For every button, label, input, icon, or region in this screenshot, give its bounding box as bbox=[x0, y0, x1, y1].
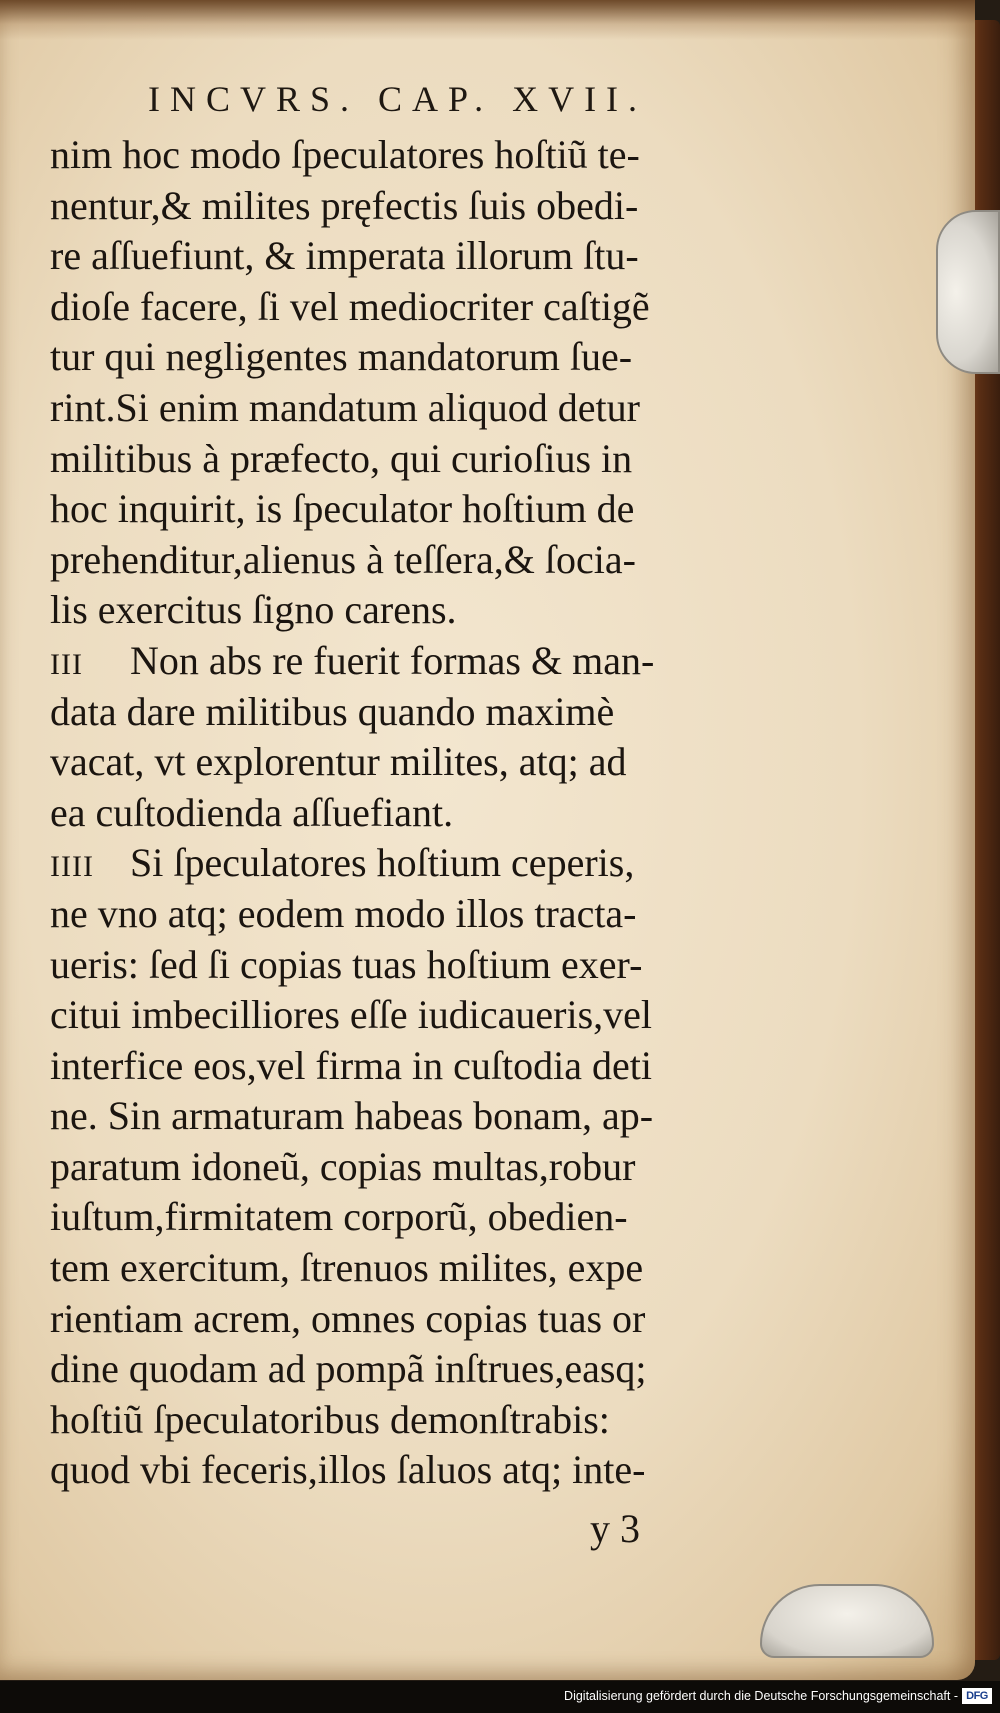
body-text bbox=[50, 130, 770, 1496]
text-line bbox=[50, 940, 770, 991]
marginal-number: III bbox=[50, 647, 83, 681]
line-text: ne. Sin armaturam habeas bonam, ap- bbox=[50, 1093, 654, 1139]
text-line bbox=[50, 1445, 770, 1496]
line-text: hoc inquirit, is ſpeculator hoſtium de bbox=[50, 486, 635, 532]
text-line bbox=[50, 1091, 770, 1142]
text-line bbox=[50, 1294, 770, 1345]
line-text: quod vbi feceris,illos ſaluos atq; inte- bbox=[50, 1447, 646, 1493]
text-line bbox=[50, 181, 770, 232]
text-line bbox=[50, 636, 770, 687]
text-line bbox=[50, 889, 770, 940]
line-text: interfice eos,vel firma in cuſtodia deti bbox=[50, 1042, 652, 1088]
line-text: nentur,& milites pręfectis ſuis obedi- bbox=[50, 182, 639, 228]
line-text: militibus à præfecto, qui curioſius in bbox=[50, 435, 633, 481]
text-line bbox=[50, 484, 770, 535]
text-line bbox=[50, 282, 770, 333]
line-text: tem exercitum, ſtrenuos milites, expe bbox=[50, 1245, 644, 1291]
text-line bbox=[50, 838, 770, 889]
text-line bbox=[50, 130, 770, 181]
text-line bbox=[50, 687, 770, 738]
line-text: prehenditur,alienus à teſſera,& ſocia- bbox=[50, 536, 636, 582]
text-line bbox=[50, 231, 770, 282]
text-line bbox=[50, 737, 770, 788]
text-line bbox=[50, 1243, 770, 1294]
line-text: Si ſpeculatores hoſtium ceperis, bbox=[130, 840, 635, 886]
line-text: tur qui negligentes mandatorum ſue- bbox=[50, 334, 633, 380]
line-text: nim hoc modo ſpeculatores hoſtiũ te- bbox=[50, 132, 640, 177]
text-line bbox=[50, 1395, 770, 1446]
text-line bbox=[50, 1192, 770, 1243]
line-text: vacat, vt explorentur milites, atq; ad bbox=[50, 739, 627, 785]
text-line bbox=[50, 383, 770, 434]
dfg-logo: DFG bbox=[962, 1688, 992, 1704]
page-clip-bottom bbox=[760, 1584, 934, 1658]
line-text: citui imbecilliores eſſe iudicaueris,vel bbox=[50, 992, 653, 1038]
line-text: rint.Si enim mandatum aliquod detur bbox=[50, 384, 640, 430]
line-text: rientiam acrem, omnes copias tuas or bbox=[50, 1295, 646, 1341]
funding-footer bbox=[564, 1683, 992, 1709]
page-clip-right bbox=[936, 210, 1000, 374]
line-text: Non abs re fuerit formas & man- bbox=[130, 637, 655, 683]
text-line bbox=[50, 788, 770, 839]
text-line bbox=[50, 585, 770, 636]
line-text: paratum idoneũ, copias multas,robur bbox=[50, 1143, 636, 1189]
marginal-number: IIII bbox=[50, 850, 94, 884]
text-line bbox=[50, 1142, 770, 1193]
line-text: ueris: ſed ſi copias tuas hoſtium exer- bbox=[50, 941, 643, 987]
text-line bbox=[50, 535, 770, 586]
text-line bbox=[50, 1041, 770, 1092]
line-text: ea cuſtodienda aſſuefiant. bbox=[50, 789, 454, 835]
line-text: hoſtiũ ſpeculatoribus demonſtrabis: bbox=[50, 1396, 610, 1442]
line-text: dine quodam ad pompã inſtrues,easq; bbox=[50, 1346, 647, 1392]
footer-text: Digitalisierung gefördert durch die Deutsche Forschungsgemeinschaft - bbox=[564, 1689, 958, 1703]
text-line bbox=[50, 1344, 770, 1395]
top-shadow bbox=[0, 0, 975, 40]
line-text: ne vno atq; eodem modo illos tracta- bbox=[50, 890, 637, 936]
text-line bbox=[50, 990, 770, 1041]
text-line bbox=[50, 434, 770, 485]
line-text: lis exercitus ſigno carens. bbox=[50, 587, 457, 633]
line-text: re aſſuefiunt, & imperata illorum ſtu- bbox=[50, 233, 639, 279]
running-head: INCVRS. CAP. XVII. bbox=[148, 79, 648, 119]
line-text: iuſtum,firmitatem corporũ, obedien- bbox=[50, 1194, 628, 1240]
line-text: data dare militibus quando maximè bbox=[50, 688, 615, 734]
signature-mark: y 3 bbox=[590, 1506, 640, 1551]
text-line bbox=[50, 332, 770, 383]
line-text: dioſe facere, ſi vel mediocriter caſtigẽ bbox=[50, 283, 650, 329]
